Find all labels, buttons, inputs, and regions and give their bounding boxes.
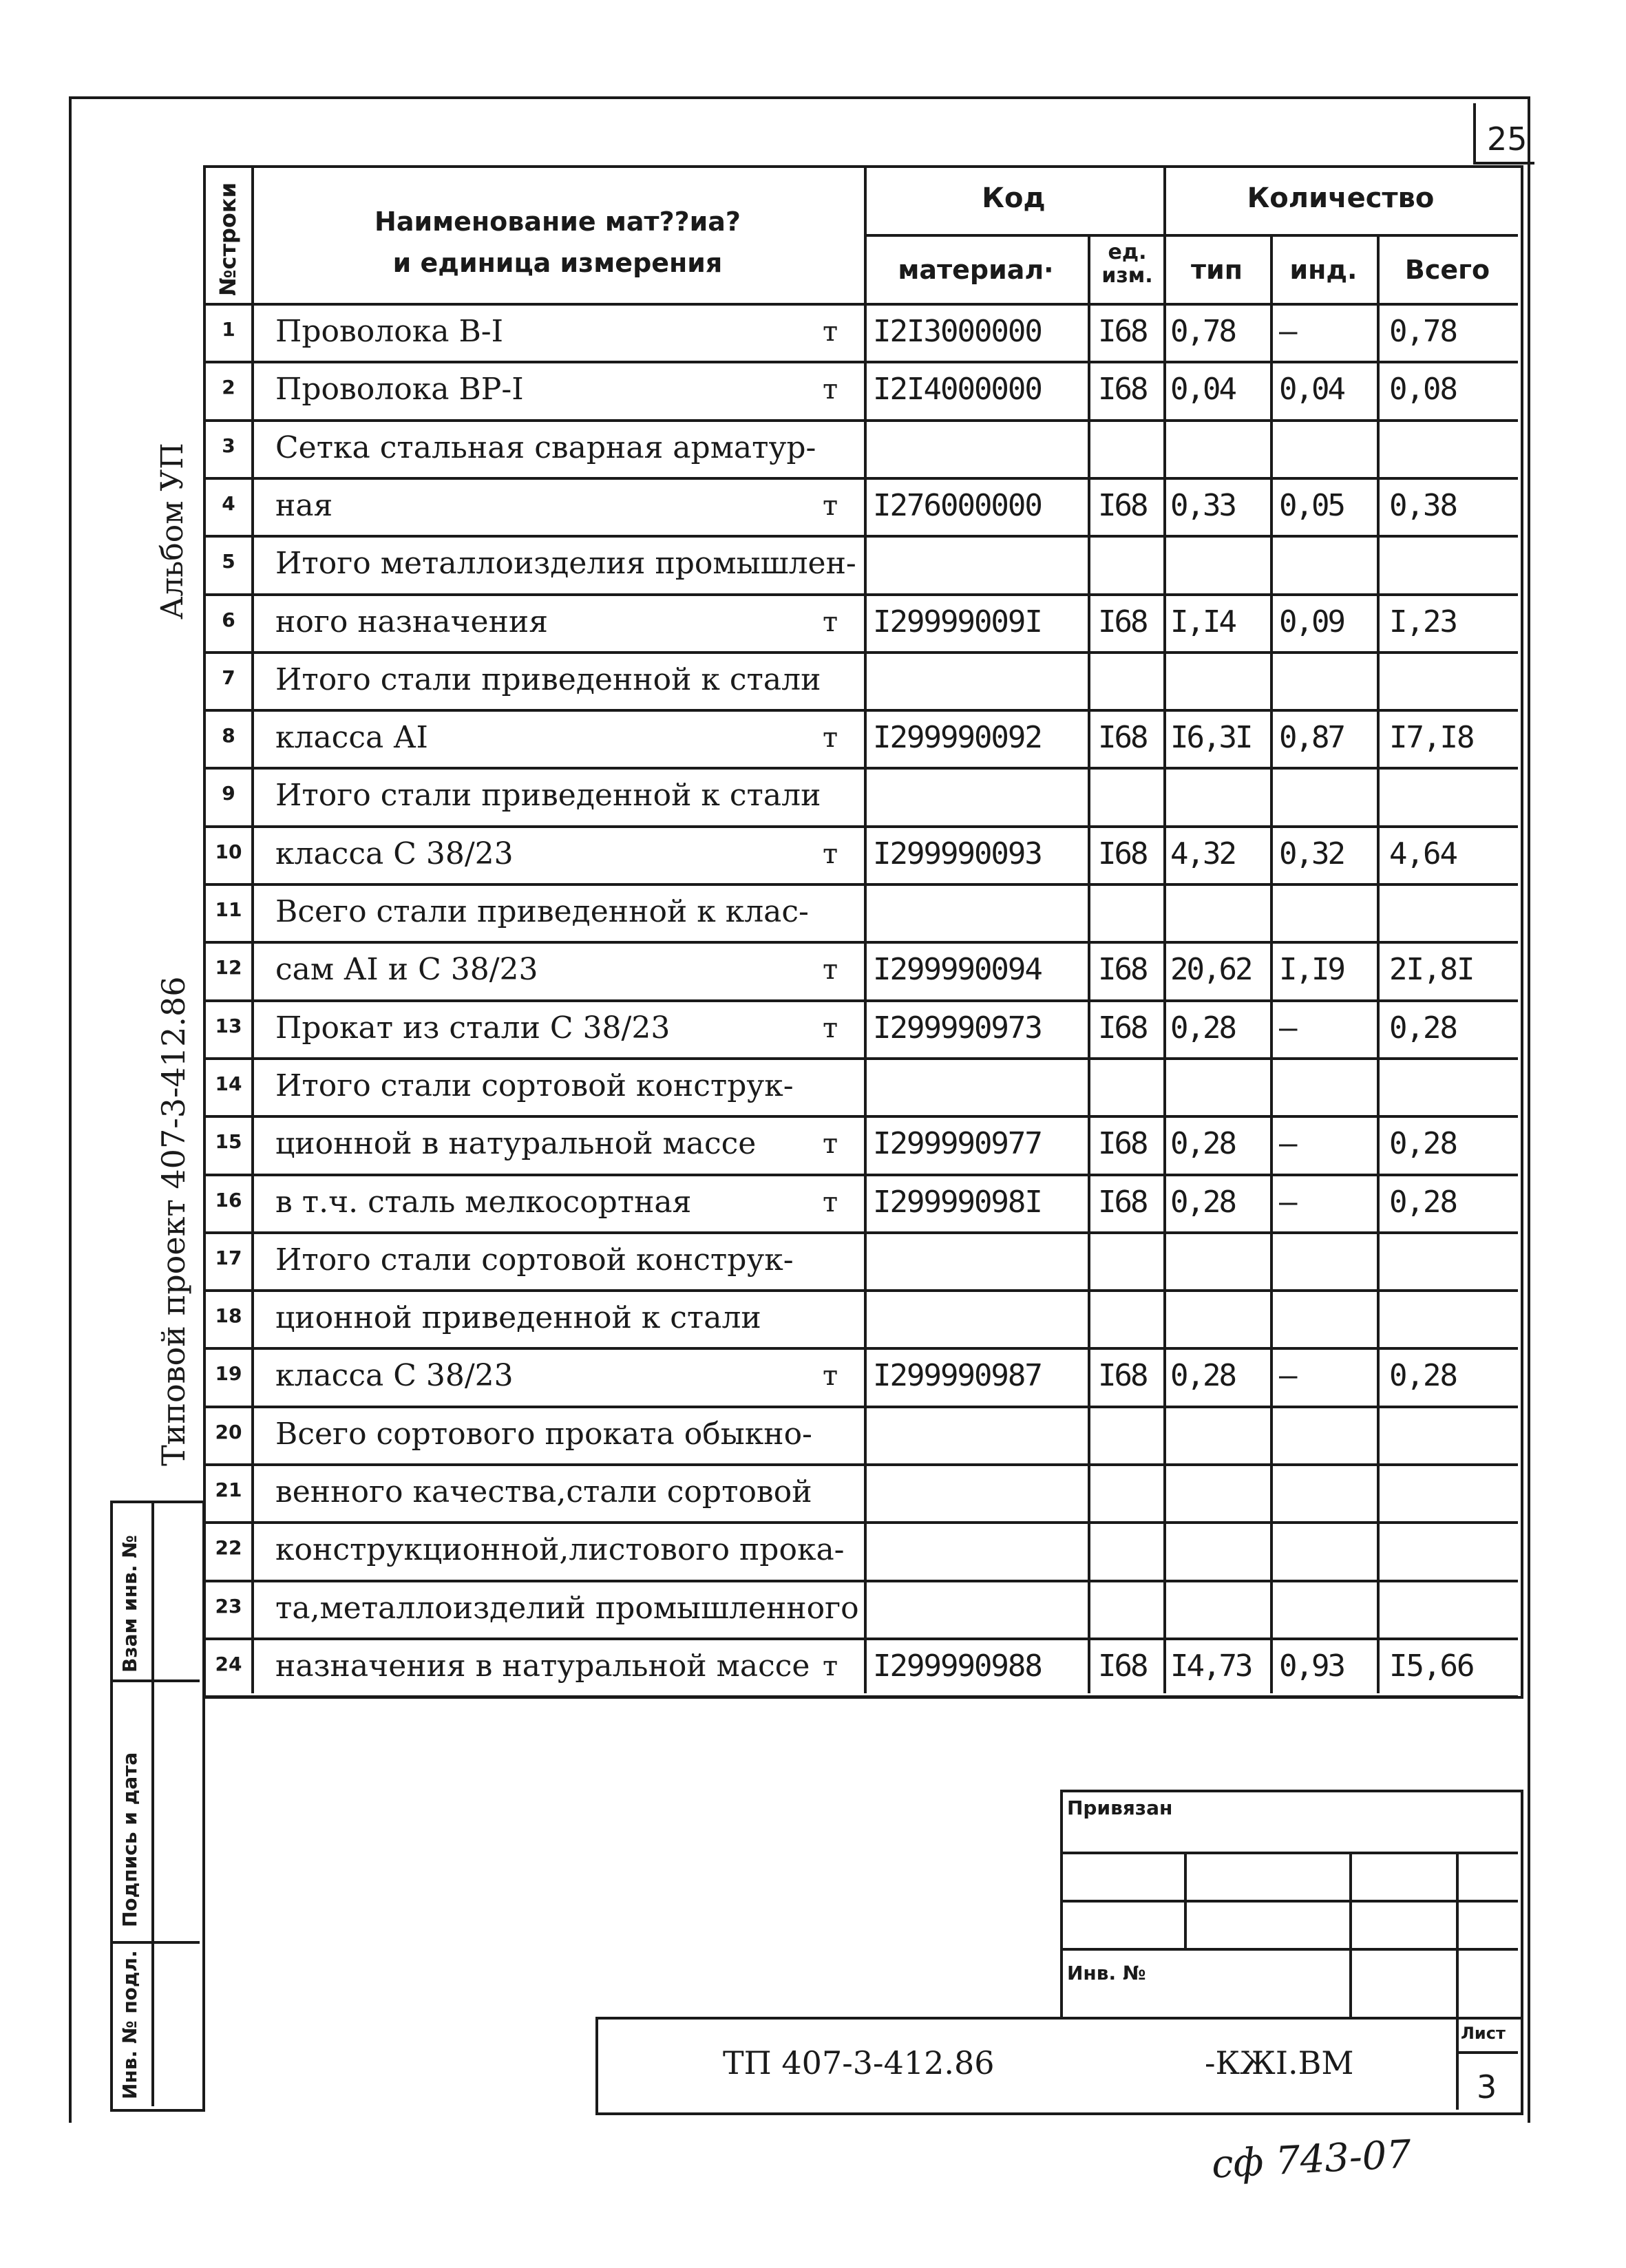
row-code: I299990093: [873, 836, 1042, 871]
row-total: I7,I8: [1389, 720, 1474, 756]
row-code: I2I4000000: [873, 372, 1042, 407]
row-number: 1: [222, 318, 235, 341]
row-typ: 0,28: [1170, 1184, 1235, 1220]
header-name-line1: Наименование мат??иа?: [374, 206, 741, 237]
row-unit: т: [823, 374, 838, 406]
row-number: 15: [215, 1130, 242, 1154]
title-block-divider: [1456, 2051, 1518, 2054]
row-divider: [203, 1695, 1518, 1698]
row-unit: т: [823, 1650, 838, 1682]
row-unit-code: I68: [1098, 1010, 1147, 1046]
row-ind: –: [1279, 1010, 1296, 1046]
row-code: I276000000: [873, 487, 1042, 523]
row-unit: т: [823, 838, 838, 870]
row-name: класса С 38/23: [275, 1358, 514, 1394]
row-code: I299990094: [873, 952, 1042, 988]
row-name: венного качества,стали сортовой: [275, 1474, 812, 1509]
row-name: Итого стали сортовой конструк-: [275, 1068, 794, 1103]
row-unit-code: I68: [1098, 836, 1147, 871]
row-typ: 20,62: [1170, 952, 1252, 988]
row-number: 19: [215, 1362, 242, 1386]
row-name: ная: [275, 487, 333, 523]
sheet-label: Лист: [1461, 2024, 1506, 2043]
row-name: Сетка стальная сварная арматур-: [275, 430, 816, 465]
row-unit: т: [823, 1012, 838, 1044]
row-number: 7: [222, 666, 235, 689]
row-number: 5: [222, 550, 235, 573]
row-code: I299990988: [873, 1648, 1042, 1684]
header-name-line2: и единица измерения: [392, 248, 723, 278]
row-number: 6: [222, 608, 235, 631]
row-typ: 0,33: [1170, 487, 1235, 523]
col-divider: [1377, 234, 1380, 1693]
row-ind: 0,05: [1279, 487, 1344, 523]
footer-note: сф 743-07: [1210, 2132, 1413, 2187]
row-ind: 0,87: [1279, 720, 1344, 756]
row-name: класса С 38/23: [275, 836, 514, 871]
stamp-line: [1456, 1852, 1459, 2017]
row-name: Итого металлоизделия промышлен-: [275, 546, 856, 582]
row-unit-code: I68: [1098, 604, 1147, 639]
row-name: Прокат из стали С 38/23: [275, 1010, 671, 1046]
row-number: 11: [215, 898, 242, 921]
row-number: 13: [215, 1014, 242, 1037]
page-number: 25: [1487, 120, 1528, 158]
doc-code: ТП 407-3-412.86: [723, 2044, 995, 2081]
row-name: Итого стали приведенной к стали: [275, 661, 821, 697]
header-code: Код: [982, 182, 1046, 214]
row-ind: 0,32: [1279, 836, 1344, 871]
row-unit: т: [823, 316, 838, 348]
row-number: 9: [222, 782, 235, 805]
stamp-line: [1184, 1852, 1187, 1948]
row-total: 4,64: [1389, 836, 1457, 871]
stamp-line: [1060, 1948, 1518, 1951]
row-number: 2: [222, 376, 235, 399]
row-total: 0,28: [1389, 1184, 1457, 1220]
row-name: Итого стали приведенной к стали: [275, 778, 821, 814]
row-number: 16: [215, 1188, 242, 1211]
row-total: 0,38: [1389, 487, 1457, 523]
row-number: 22: [215, 1536, 242, 1560]
row-unit: т: [823, 1360, 838, 1392]
row-ind: –: [1279, 1184, 1296, 1220]
col-divider: [1088, 234, 1090, 1693]
row-name: Всего стали приведенной к клас-: [275, 894, 809, 929]
row-name: сам АI и С 38/23: [275, 952, 538, 988]
row-number: 17: [215, 1246, 242, 1269]
row-name: ционной приведенной к стали: [275, 1300, 761, 1336]
row-typ: 0,78: [1170, 314, 1235, 349]
row-code: I299990973: [873, 1010, 1042, 1046]
row-total: 0,28: [1389, 1358, 1457, 1394]
row-ind: –: [1279, 314, 1296, 349]
project-caption: Типовой проект 407-3-412.86: [155, 976, 192, 1466]
row-ind: 0,09: [1279, 604, 1344, 639]
row-unit-code: I68: [1098, 952, 1147, 988]
row-number: 21: [215, 1479, 242, 1501]
row-typ: 4,32: [1170, 836, 1235, 871]
row-typ: I6,3I: [1170, 720, 1252, 756]
row-number: 8: [222, 724, 235, 748]
row-ind: 0,04: [1279, 372, 1344, 407]
row-total: 0,08: [1389, 372, 1457, 407]
album-caption: Альбом УП: [155, 443, 190, 619]
row-number: 14: [215, 1072, 242, 1095]
row-typ: I4,73: [1170, 1648, 1252, 1684]
row-code: I299990092: [873, 720, 1042, 756]
row-total: 0,78: [1389, 314, 1457, 349]
header-total: Всего: [1404, 255, 1490, 285]
row-unit: т: [823, 1128, 838, 1161]
row-code: I299990987: [873, 1358, 1042, 1394]
row-code: I29999098I: [873, 1184, 1042, 1220]
privyazan-box: [1060, 1790, 1523, 2020]
row-code: I299990977: [873, 1126, 1042, 1162]
row-ind: –: [1279, 1126, 1296, 1162]
row-unit-code: I68: [1098, 1358, 1147, 1394]
header-typ: тип: [1191, 255, 1243, 285]
row-ind: –: [1279, 1358, 1296, 1394]
header-quantity: Количество: [1247, 182, 1435, 214]
side-stamp-divider: [110, 1679, 200, 1682]
sheet-number: 3: [1477, 2068, 1497, 2106]
row-typ: 0,28: [1170, 1010, 1235, 1046]
row-typ: I,I4: [1170, 604, 1235, 639]
row-number: 3: [222, 434, 235, 457]
side-stamp-divider: [110, 1941, 200, 1944]
stamp-line: [1349, 1852, 1352, 2017]
stamp-line: [1060, 1852, 1518, 1854]
row-unit-code: I68: [1098, 1184, 1147, 1220]
row-typ: 0,04: [1170, 372, 1235, 407]
side-vzam-label: Взам инв. №: [118, 1535, 141, 1673]
row-unit-code: I68: [1098, 720, 1147, 756]
row-name: ного назначения: [275, 604, 548, 639]
row-typ: 0,28: [1170, 1126, 1235, 1162]
row-name: класса АI: [275, 720, 428, 756]
row-name: Проволока В-I: [275, 314, 504, 349]
privyazan-label: Привязан: [1067, 1797, 1173, 1819]
row-unit: т: [823, 1186, 838, 1218]
row-number: 23: [215, 1594, 242, 1618]
row-unit: т: [823, 722, 838, 754]
header-material: материал·: [898, 255, 1054, 285]
row-total: 2I,8I: [1389, 952, 1474, 988]
side-stamp-divider: [151, 1501, 154, 2106]
header-row-no: №строки: [215, 182, 241, 296]
row-number: 20: [215, 1420, 242, 1443]
row-name: в т.ч. сталь мелкосортная: [275, 1184, 692, 1220]
row-code: I2I3000000: [873, 314, 1042, 349]
row-total: I,23: [1389, 604, 1457, 639]
header-divider: [864, 234, 1518, 237]
row-number: 18: [215, 1304, 242, 1328]
row-typ: 0,28: [1170, 1358, 1235, 1394]
row-number: 4: [222, 491, 235, 515]
inv-no-label: Инв. №: [1067, 1962, 1146, 1984]
row-unit: т: [823, 954, 838, 986]
row-unit-code: I68: [1098, 1648, 1147, 1684]
row-name: Итого стали сортовой конструк-: [275, 1242, 794, 1278]
row-unit: т: [823, 489, 838, 522]
title-block-divider: [1456, 2017, 1459, 2110]
row-name: конструкционной,листового прока-: [275, 1532, 845, 1568]
row-total: 0,28: [1389, 1010, 1457, 1046]
row-name: ционной в натуральной массе: [275, 1126, 757, 1162]
row-name: назначения в натуральной массе: [275, 1648, 810, 1684]
side-inv-podl-label: Инв. № подл.: [118, 1950, 141, 2099]
row-name: Проволока ВР-I: [275, 372, 524, 407]
col-divider: [1270, 234, 1273, 1693]
doc-suffix: -КЖI.ВМ: [1205, 2044, 1354, 2081]
row-unit-code: I68: [1098, 1126, 1147, 1162]
row-ind: I,I9: [1279, 952, 1344, 988]
row-total: 0,28: [1389, 1126, 1457, 1162]
header-unit: ед. изм.: [1101, 240, 1153, 288]
header-ind: инд.: [1289, 255, 1358, 285]
row-number: 10: [215, 840, 242, 863]
row-unit-code: I68: [1098, 487, 1147, 523]
row-number: 12: [215, 956, 242, 979]
row-unit-code: I68: [1098, 372, 1147, 407]
stamp-line: [1060, 1900, 1518, 1903]
row-unit-code: I68: [1098, 314, 1147, 349]
row-total: I5,66: [1389, 1648, 1474, 1684]
side-podpis-label: Подпись и дата: [118, 1752, 141, 1927]
row-name: Всего сортового проката обыкно-: [275, 1416, 812, 1452]
row-ind: 0,93: [1279, 1648, 1344, 1684]
row-unit: т: [823, 606, 838, 638]
row-number: 24: [215, 1652, 242, 1675]
row-code: I29999009I: [873, 604, 1042, 639]
row-name: та,металлоизделий промышленного: [275, 1590, 859, 1626]
